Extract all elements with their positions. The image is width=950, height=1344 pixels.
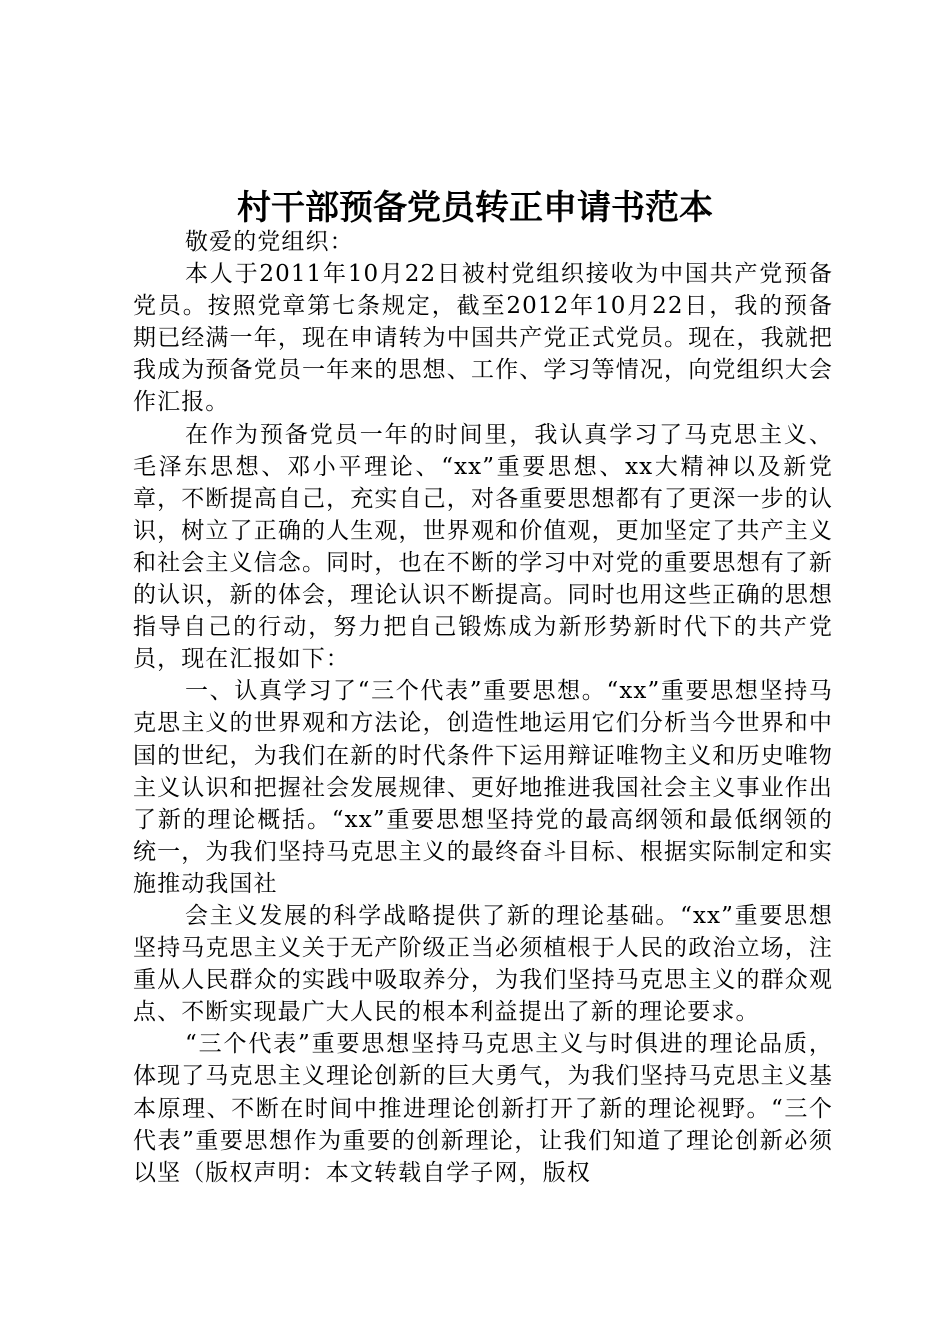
document-body	[133, 226, 833, 1189]
paragraph-section-one: 一、认真学习了“三个代表”重要思想。“xx”重要思想坚持马克思主义的世界观和方法论，创造性地运用它们分析当今世界和中国的世纪，为我们在新的时代条件下运用辩证唯物主义和历史唯物主义认识和把握社会发展规律、更好地推进我国社会主义事业作出了新的理论概括。“xx”重要思想坚持党的最高纲领和最低纲领的统一，为我们坚持马克思主义的最终奋斗目标、根据实际制定和实施推动我国社	[133, 678, 833, 897]
document-title: 村干部预备党员转正申请书范本	[237, 188, 713, 228]
paragraph-study: 在作为预备党员一年的时间里，我认真学习了马克思主义、毛泽东思想、邓小平理论、“xx”重要思想、xx大精神以及新党章，不断提高自己，充实自己，对各重要思想都有了更深一步的认识，树立了正确的人生观，世界观和价值观，更加坚定了共产主义和社会主义信念。同时，也在不断的学习中对党的重要思想有了新的认识，新的体会，理论认识不断提高。同时也用这些正确的思想指导自己的行动，努力把自己锻炼成为新形势新时代下的共产党员，现在汇报如下：	[133, 421, 833, 673]
paragraph-theory: “三个代表”重要思想坚持马克思主义与时俱进的理论品质，体现了马克思主义理论创新的巨大勇气，为我们坚持马克思主义基本原理、不断在时间中推进理论创新打开了新的理论视野。“三个代表”重要思想作为重要的创新理论，让我们知道了理论创新必须以坚（版权声明：本文转载自学子网，版权	[133, 1031, 833, 1186]
paragraph-intro: 本人于2011年10月22日被村党组织接收为中国共产党预备党员。按照党章第七条规定，截至2012年10月22日，我的预备期已经满一年，现在申请转为中国共产党正式党员。现在，我就把我成为预备党员一年来的思想、工作、学习等情况，向党组织大会作汇报。	[133, 261, 833, 416]
paragraph-continuation: 会主义发展的科学战略提供了新的理论基础。“xx”重要思想坚持马克思主义关于无产阶级正当必须植根于人民的政治立场，注重从人民群众的实践中吸取养分，为我们坚持马克思主义的群众观点、不断实现最广大人民的根本利益提出了新的理论要求。	[133, 902, 833, 1026]
salutation: 敬爱的党组织：	[185, 229, 354, 255]
